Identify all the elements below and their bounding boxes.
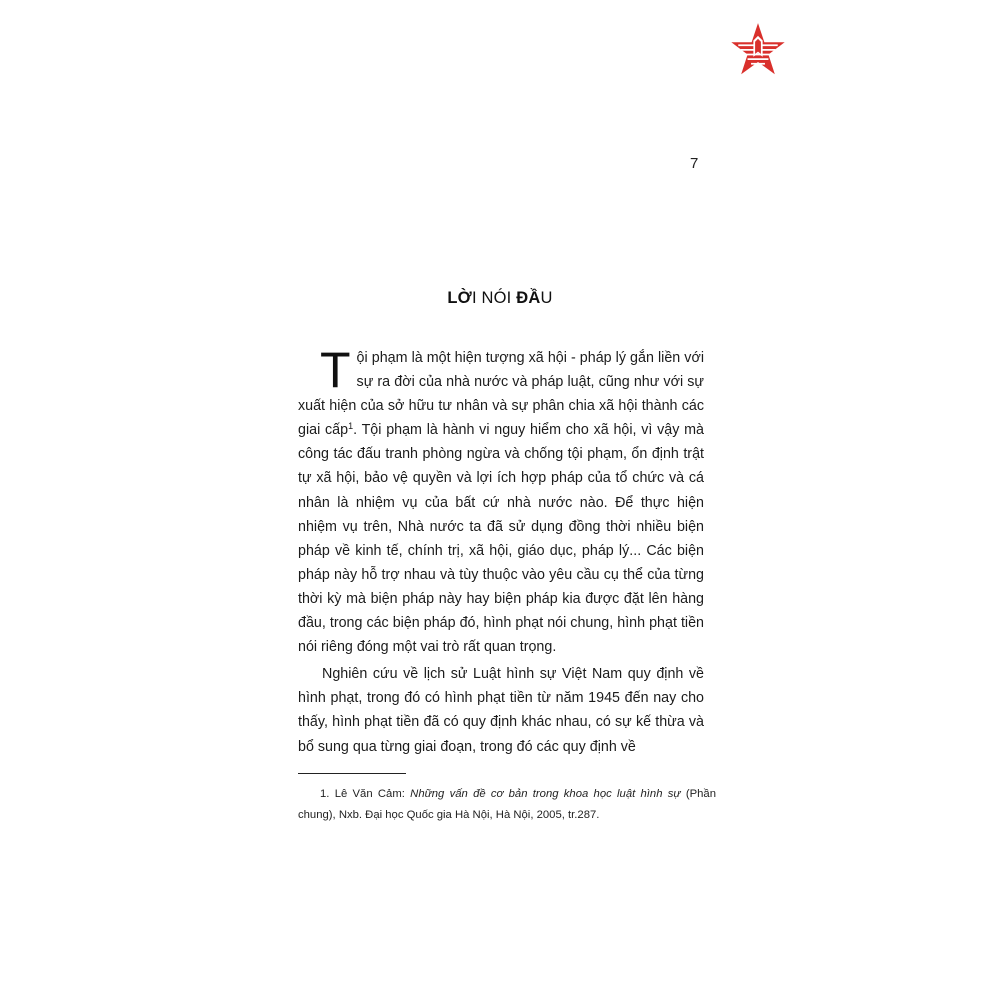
paragraph-1-rest: . Tội phạm là hành vi nguy hiểm cho xã hội, vì vậy mà công tác đấu tranh phòng ngừa và chống tội phạm, ổn định trật tự xã hội, bảo vệ quyền và lợi ích hợp pháp của tổ chức và cá nhân là nhiệm vụ của bất cứ nhà nước nào. Để thực hiện nhiệm vụ trên, Nhà nước ta đã sử dụng đồng thời nhiều biện pháp về kinh tế, chính trị, xã hội, giáo dục, pháp lý... Các biện pháp này hỗ trợ nhau và tùy thuộc vào yêu cầu cụ thể của từng thời kỳ mà biện pháp này hay biện pháp kia được đặt lên hàng đầu, trong các biện pháp đó, hình phạt nói chung, hình phạt tiền nói riêng đóng một vai trò rất quan trọng. (298, 422, 705, 656)
chapter-title-part2: I NÓI (471, 289, 517, 307)
footnote-lead: 1. Lê Văn Cảm: (320, 788, 411, 800)
red-star-book-logo-icon (729, 22, 787, 80)
footnote-1 (298, 784, 716, 825)
footnote-ref-1: 1 (348, 421, 354, 432)
drop-cap: T (320, 342, 351, 398)
paragraph-1-lead: ội phạm là một hiện tượng xã hội - pháp lý gắn liền với sự ra đời của nhà nước và pháp luật, cũng như với sự xuất hiện của sở hữu tư nhân và sự phân chia xã hội thành các giai cấp (298, 350, 704, 439)
chapter-title-part1: LỜ (447, 289, 472, 307)
footnote-rest: (Phần chung), Nxb. Đại học Quốc gia Hà Nội, Hà Nội, 2005, tr.287. (298, 788, 716, 821)
chapter-title (296, 288, 704, 308)
chapter-title-part3: ĐẦ (516, 289, 541, 307)
body-text (298, 342, 705, 759)
page-number: 7 (690, 155, 699, 172)
chapter-title-part4: U (540, 289, 553, 307)
footnote (298, 784, 716, 825)
footnote-work-title: Những vấn đề cơ bản trong khoa học luật hình sự (410, 788, 681, 800)
paragraph-1 (298, 342, 705, 659)
footnote-divider (298, 773, 406, 774)
paragraph-2: Nghiên cứu về lịch sử Luật hình sự Việt Nam quy định về hình phạt, trong đó có hình phạt tiền từ năm 1945 đến nay cho thấy, hình phạt tiền đã có quy định khác nhau, có sự kế thừa và bổ sung qua từng giai đoạn, trong đó các quy định về (298, 666, 704, 755)
